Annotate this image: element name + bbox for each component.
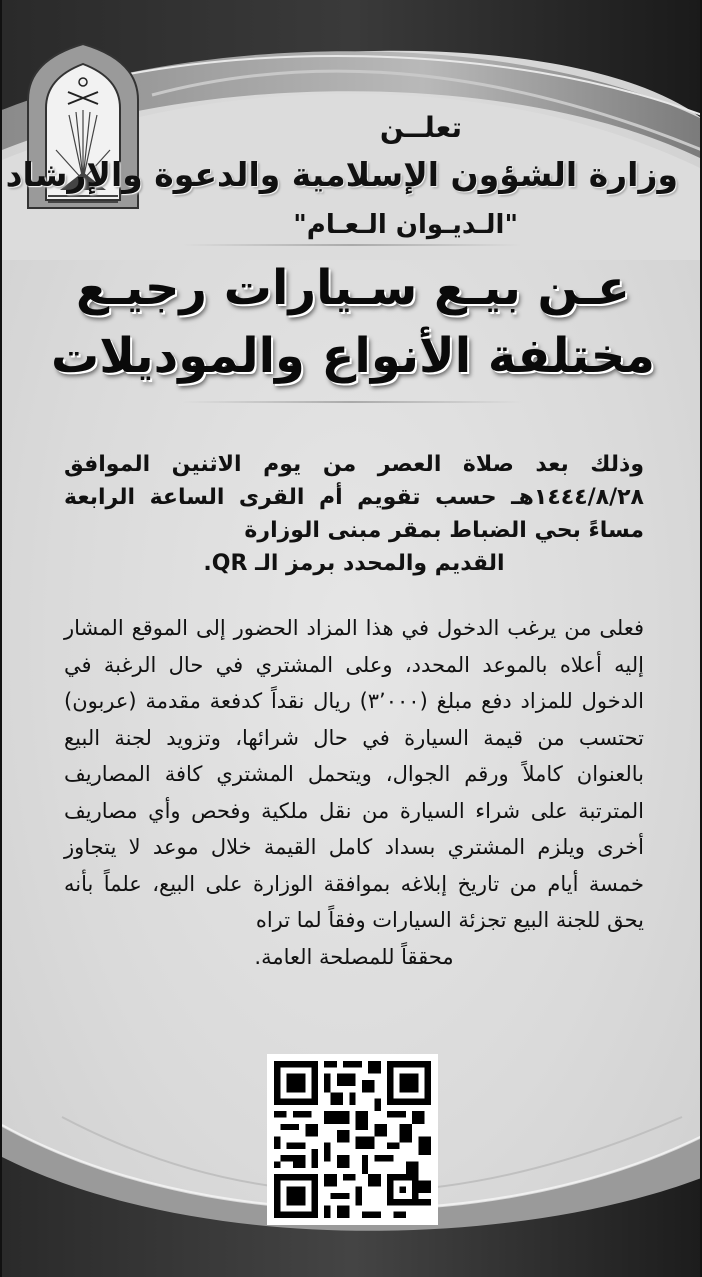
schedule-text: وذلك بعد صلاة العصر من يوم الاثنين الموافق ١٤٤٤/٨/٢٨هـ حسب تقويم أم القرى الساعة الرابعة مساءً بحي الضباط بمقر مبنى الوزارة bbox=[64, 452, 644, 543]
qr-code-icon[interactable] bbox=[267, 1054, 438, 1225]
header bbox=[5, 55, 678, 240]
divider-top bbox=[182, 244, 522, 246]
ministry-name: وزارة الشؤون الإسلامية والدعوة والإرشاد bbox=[5, 155, 678, 194]
announces-label: تعلــن bbox=[379, 111, 462, 144]
divider-bottom bbox=[182, 401, 522, 403]
terms-text-last-line: محققاً للمصلحة العامة. bbox=[254, 944, 454, 969]
terms-paragraph bbox=[64, 610, 644, 975]
division-name: "الـديـوان الـعـام" bbox=[293, 210, 518, 240]
schedule-text-last-line: القديم والمحدد برمز الـ QR. bbox=[203, 551, 505, 576]
title-line-2: مختلفة الأنواع والموديلات bbox=[50, 328, 656, 384]
schedule-paragraph bbox=[64, 448, 644, 580]
terms-text: فعلى من يرغب الدخول في هذا المزاد الحضور إلى الموقع المشار إليه أعلاه بالموعد المحدد، وعلى المشتري في حال الرغبة في الدخول للمزاد دفع مبلغ (٣٬٠٠٠) ريال نقداً كدفعة مقدمة (عربون) تحتسب من قيمة السيارة في حال شرائها، وتزويد لجنة البيع بالعنوان كاملاً ورقم الجوال، ويتحمل المشتري كافة المصاريف المترتبة على شراء السيارة من نقل ملكية وفحص وأي مصاريف أخرى ويلزم المشتري بسداد كامل القيمة خلال موعد لا يتجاوز خمسة أيام من تاريخ إبلاغه بموافقة الوزارة على البيع، علماً بأنه يحق للجنة البيع تجزئة السيارات وفقاً لما تراه bbox=[64, 616, 644, 932]
title-line-1: عـن بيـع سـيارات رجيـع bbox=[76, 260, 630, 316]
